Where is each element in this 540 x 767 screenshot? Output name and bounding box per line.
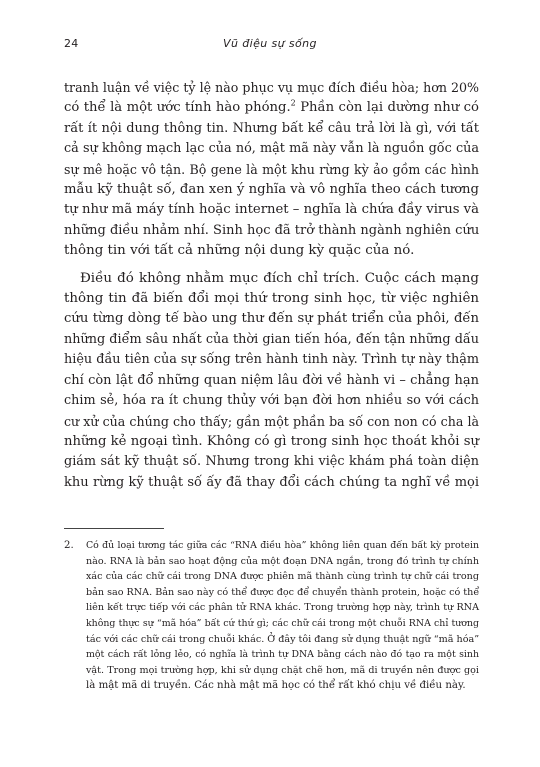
footnote-line: không thực sự “mã hóa” bất cứ thứ gì; các chữ cái trong một chuỗi RNA chỉ tương bbox=[86, 617, 479, 629]
text-segment: có thể là một ước tính hào phóng. bbox=[64, 100, 291, 116]
footnote-body bbox=[86, 538, 479, 694]
text-line: sự mê hoặc vô tận. Bộ gene là một khu rừng kỳ ảo gồm các hình bbox=[64, 161, 479, 177]
text-line: cư xử của chúng cho thấy; gần một phần ba số con non có cha là bbox=[64, 413, 479, 429]
text-line: chim sẻ, hóa ra ít chung thủy với bạn đời hơn nhiều so với cách bbox=[64, 393, 479, 409]
text-line: thông tin với tất cả những nội dung kỳ quặc của nó. bbox=[64, 243, 415, 259]
footnote-line: xác của các chữ cái trong DNA được phiên mã thành cùng trình tự chữ cái trong bbox=[86, 571, 479, 583]
footnote-line: là mật mã di truyền. Các nhà mật mã học có thể rất khó chịu về điều này. bbox=[86, 680, 466, 692]
footnote-divider bbox=[64, 528, 164, 529]
text-segment: Phần còn lại dường như có bbox=[300, 100, 479, 116]
text-line: cứu từng dòng tế bào ung thư đến sự phát triển của phôi, đến bbox=[64, 311, 479, 327]
footnote bbox=[64, 538, 479, 694]
text-line: những kẻ ngoại tình. Không có gì trong sinh học thoát khỏi sự bbox=[64, 433, 479, 449]
running-header: Vũ điệu sự sống bbox=[223, 37, 317, 50]
footnote-line: Có đủ loại tương tác giữa các “RNA điều hòa” không liên quan đến bất kỳ protein bbox=[86, 540, 479, 551]
text-line: khu rừng kỹ thuật số ấy đã thay đổi cách chúng ta nghĩ về mọi bbox=[64, 474, 479, 490]
footnote-reference[interactable]: 2 bbox=[290, 99, 296, 109]
text-line: Điều đó không nhằm mục đích chỉ trích. Cuộc cách mạng bbox=[80, 270, 479, 286]
footnote-line: nào. RNA là bản sao hoạt động của một đoạn DNA ngắn, trong đó trình tự chính bbox=[86, 555, 479, 567]
text-line bbox=[64, 98, 479, 118]
text-line: tranh luận về việc tỷ lệ nào phục vụ mục đích điều hòa; hơn 20% bbox=[64, 80, 479, 95]
footnote-line: vật. Trong mọi trường hợp, khi sử dụng chặt chẽ hơn, mã di truyền nên được gọi bbox=[86, 664, 479, 676]
text-line: tự như mã máy tính hoặc internet – nghĩa là chứa đầy virus và bbox=[64, 202, 479, 218]
footnote-number: 2. bbox=[64, 540, 74, 551]
text-line: những điểm sâu nhất của thời gian tiến hóa, đến tận những dấu bbox=[64, 331, 479, 347]
footnote-line: liên kết trực tiếp với các phân tử RNA khác. Trong trường hợp này, trình tự RNA bbox=[86, 602, 479, 614]
main-text bbox=[64, 78, 479, 493]
text-line: cả sự không mạch lạc của nó, mật mã này vẫn là nguồn gốc của bbox=[64, 141, 479, 157]
paragraph-1 bbox=[64, 78, 479, 262]
footnote-line: tác với các chữ cái trong chuỗi khác. Ở đây tôi đang sử dụng thuật ngữ “mã hóa” bbox=[86, 633, 480, 645]
footnote-line: một cách rất lỏng lẻo, có nghĩa là trình tự DNA bằng cách nào đó tạo ra một sinh bbox=[86, 649, 479, 661]
text-line: mẫu kỹ thuật số, đan xen ý nghĩa và vô nghĩa theo cách tương bbox=[64, 182, 479, 198]
text-line: giám sát kỹ thuật số. Nhưng trong khi việc khám phá toàn diện bbox=[64, 454, 479, 470]
text-line: những điều nhảm nhí. Sinh học đã trở thành ngành nghiên cứu bbox=[64, 222, 480, 238]
text-line: thông tin đã biến đổi mọi thứ trong sinh học, từ việc nghiên bbox=[64, 291, 479, 307]
footnote-line: bản sao RNA. Bản sao này có thể được đọc để chuyển thành protein, hoặc có thể bbox=[86, 586, 480, 598]
text-line: hiệu đầu tiên của sự sống trên hành tinh này. Trình tự này thậm bbox=[64, 352, 479, 368]
paragraph-2 bbox=[64, 269, 479, 493]
text-line: chí còn lật đổ những quan niệm lâu đời về hành vi – chẳng hạn bbox=[64, 372, 479, 388]
text-line: rất ít nội dung thông tin. Nhưng bất kể câu trả lời là gì, với tất bbox=[64, 120, 479, 136]
page-number: 24 bbox=[64, 37, 79, 50]
